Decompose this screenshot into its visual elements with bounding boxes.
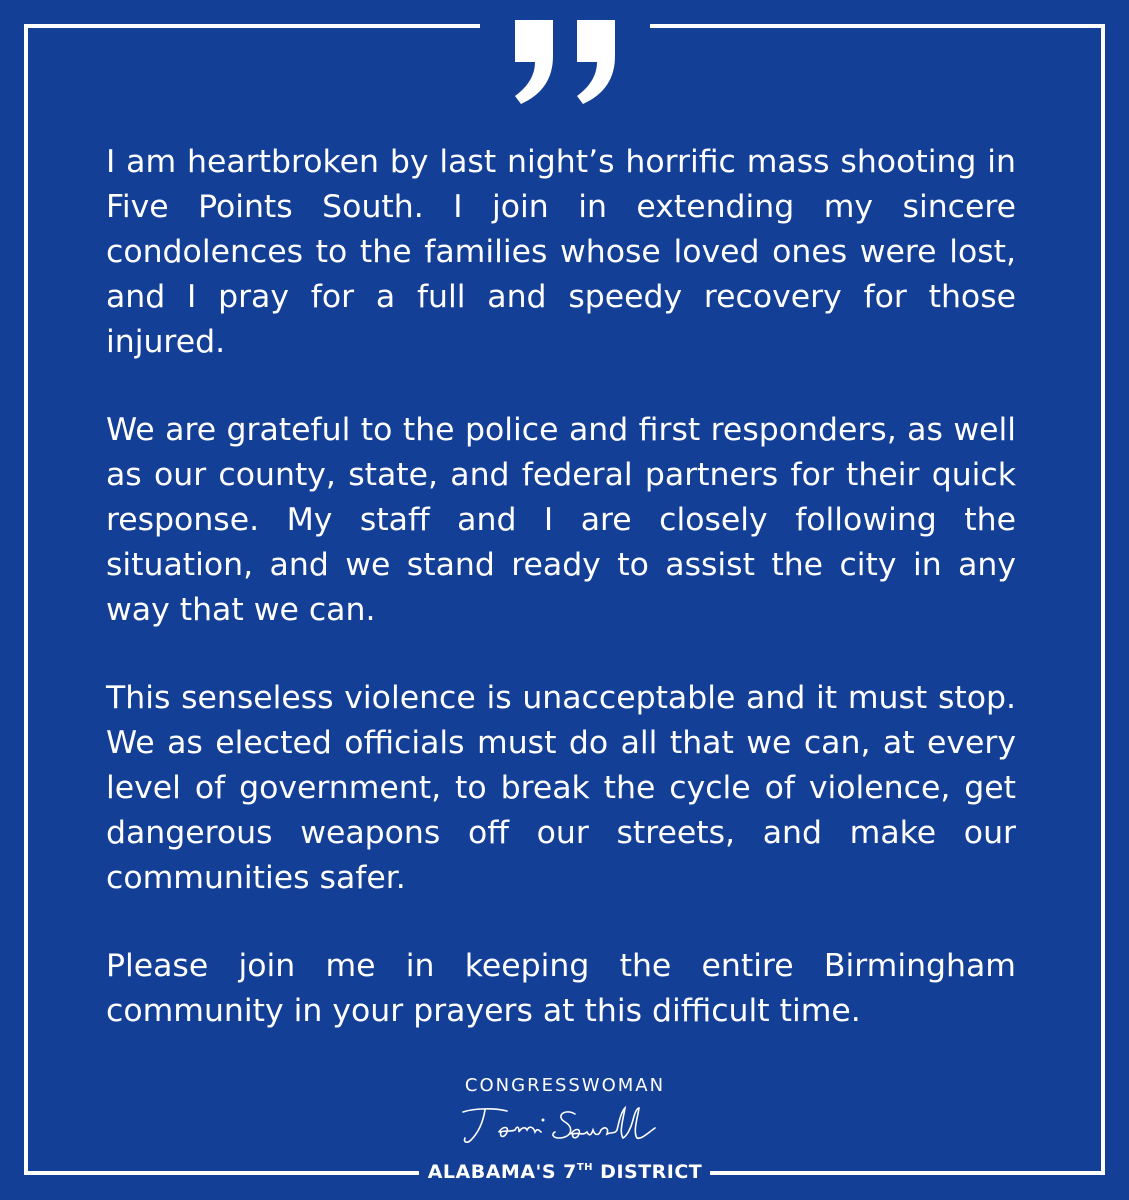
signature-block xyxy=(420,1075,710,1183)
district-prefix: ALABAMA'S 7 xyxy=(427,1161,577,1183)
frame-bottom-right xyxy=(710,1171,1105,1175)
statement-paragraph: Please join me in keeping the entire Birmingham community in your prayers at this difficult time. xyxy=(106,948,1016,1029)
frame-left xyxy=(24,24,28,1175)
statement-body xyxy=(106,140,1016,1077)
frame-top-right xyxy=(650,24,1105,28)
frame-top-left xyxy=(24,24,480,28)
frame-bottom-left xyxy=(24,1171,419,1175)
closing-quote-icon xyxy=(505,12,625,107)
statement-paragraph: We are grateful to the police and first responders, as well as our county, state, and federal partners for their quick response. My staff and I are closely following the situation, and we stand ready to assist the city in any way that we can. xyxy=(106,412,1016,628)
statement-paragraph: This senseless violence is unacceptable and it must stop. We as elected officials must do all that we can, at every level of government, to break the cycle of violence, get dangerous weapons off our streets, and make our communities safer. xyxy=(106,680,1016,896)
handwritten-signature xyxy=(455,1102,675,1146)
district-superscript: TH xyxy=(576,1162,594,1173)
district-suffix: DISTRICT xyxy=(593,1161,703,1183)
statement-paragraph: I am heartbroken by last night’s horrific mass shooting in Five Points South. I join in extending my sincere condolences to the families whose loved ones were lost, and I pray for a full and speedy recovery for those injured. xyxy=(106,144,1016,360)
frame-right xyxy=(1101,24,1105,1175)
district-label xyxy=(420,1161,710,1183)
signature-title: CONGRESSWOMAN xyxy=(464,1075,666,1096)
